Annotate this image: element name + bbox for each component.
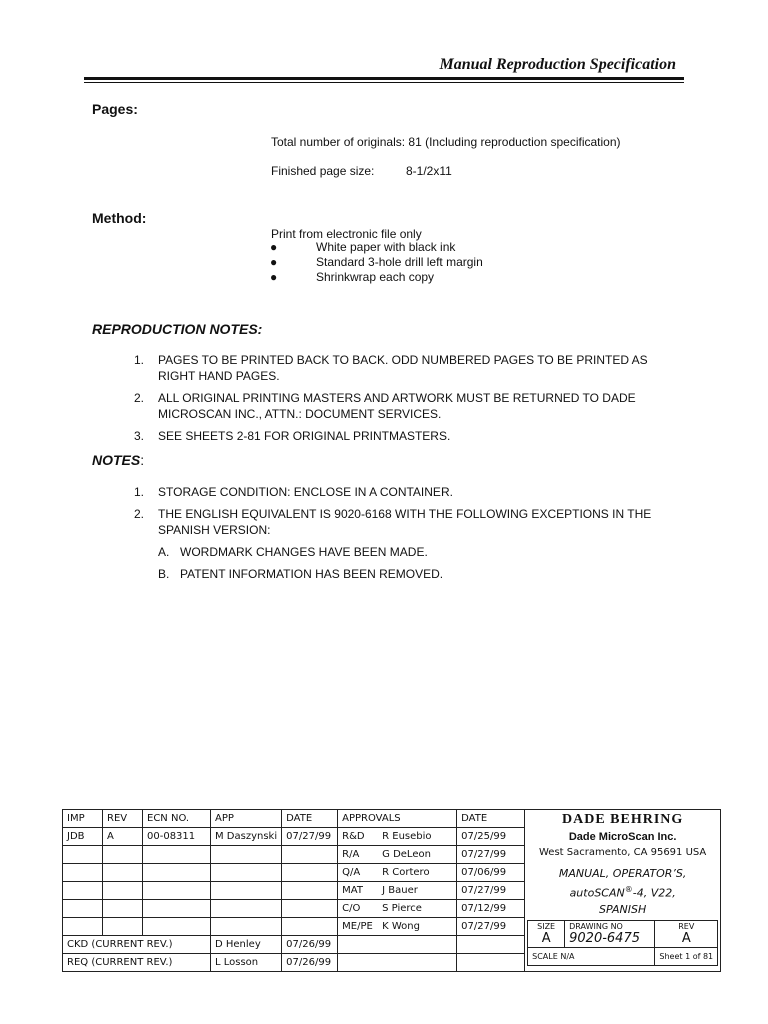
drawing-info-table	[527, 920, 718, 966]
document-title-line: SPANISH	[598, 902, 647, 916]
approval-date: 07/27/99	[457, 918, 525, 936]
note-subitem	[158, 544, 688, 560]
approval-name: R Cortero	[382, 867, 430, 878]
total-originals-line: Total number of originals: 81 (Including reproduction specification)	[271, 135, 621, 149]
size-value: A	[541, 930, 551, 946]
imp-value: JDB	[63, 828, 103, 846]
size-label: SIZE	[537, 921, 556, 931]
approval-entry	[338, 882, 457, 900]
approval-entry	[338, 828, 457, 846]
approval-name: K Wong	[382, 921, 420, 932]
bullet-dot-icon: ●	[270, 255, 278, 269]
approval-entry	[338, 846, 457, 864]
method-bullet-item	[270, 255, 483, 270]
approval-name: G DeLeon	[382, 849, 431, 860]
item-number: 3.	[134, 429, 145, 443]
ckd-label: CKD (CURRENT REV.)	[63, 936, 211, 954]
note-item	[134, 484, 694, 500]
reproduction-note-item	[134, 352, 694, 384]
product-version: -4, V22,	[632, 886, 676, 900]
company-address: West Sacramento, CA 95691 USA	[538, 847, 707, 858]
size-cell	[528, 920, 565, 947]
app-value: M Daszynski	[211, 828, 282, 846]
item-number: 1.	[134, 485, 145, 499]
header-rule-thick	[84, 77, 684, 80]
ckd-name: D Henley	[211, 936, 282, 954]
approval-date: 07/25/99	[457, 828, 525, 846]
drawing-number-cell	[565, 920, 655, 947]
approval-name: R Eusebio	[382, 831, 432, 842]
req-label: REQ (CURRENT REV.)	[63, 954, 211, 972]
approval-role: C/O	[342, 903, 361, 914]
item-number: 1.	[134, 353, 145, 367]
app-header: APP	[211, 810, 282, 828]
approval-name: S Pierce	[382, 903, 422, 914]
rev-label: REV	[678, 921, 695, 931]
approval-role: R/A	[342, 849, 360, 860]
bullet-dot-icon: ●	[270, 240, 278, 254]
approval-date: 07/12/99	[457, 900, 525, 918]
approval-date: 07/06/99	[457, 864, 525, 882]
rev-header: REV	[103, 810, 143, 828]
company-name: Dade MicroScan Inc.	[568, 831, 677, 843]
header-rule-thin	[84, 82, 684, 83]
date-value: 07/27/99	[282, 828, 338, 846]
item-text: THE ENGLISH EQUIVALENT IS 9020-6168 WITH THE FOLLOWING EXCEPTIONS IN THE SPANISH VERSION:	[158, 507, 652, 537]
reproduction-notes-heading: REPRODUCTION NOTES:	[92, 321, 263, 337]
approval-date: 07/27/99	[457, 882, 525, 900]
approval-date: 07/27/99	[457, 846, 525, 864]
rev-value: A	[681, 930, 691, 946]
rev-value: A	[103, 828, 143, 846]
approval-date-header: DATE	[457, 810, 525, 828]
approval-role: R&D	[342, 831, 365, 842]
bullet-text: Shrinkwrap each copy	[316, 270, 435, 284]
bullet-text: White paper with black ink	[316, 240, 456, 254]
subitem-letter: A.	[158, 545, 170, 559]
page-size-value: 8-1/2x11	[406, 164, 452, 178]
method-bullet-item	[270, 270, 434, 285]
product-name: autoSCAN	[569, 886, 625, 900]
subitem-text: PATENT INFORMATION HAS BEEN REMOVED.	[180, 567, 444, 581]
ecn-header: ECN NO.	[143, 810, 211, 828]
reproduction-note-item	[134, 428, 694, 444]
notes-heading-text: NOTES	[92, 452, 141, 468]
approval-entry	[338, 864, 457, 882]
reproduction-note-item	[134, 390, 694, 422]
company-title-cell	[525, 810, 721, 972]
req-name: L Losson	[211, 954, 282, 972]
item-text: ALL ORIGINAL PRINTING MASTERS AND ARTWORK MUST BE RETURNED TO DADE MICROSCAN INC., ATTN.: DOCUMENT SERVICES.	[158, 391, 636, 421]
req-date: 07/26/99	[282, 954, 338, 972]
ecn-value: 00-08311	[143, 828, 211, 846]
ckd-date: 07/26/99	[282, 936, 338, 954]
title-block-header-row	[63, 810, 721, 828]
item-text: SEE SHEETS 2-81 FOR ORIGINAL PRINTMASTERS.	[158, 429, 451, 443]
page-size-label: Finished page size:	[271, 164, 375, 178]
pages-heading: Pages:	[92, 101, 138, 117]
scale-cell: SCALE N/A	[528, 947, 655, 965]
notes-heading-colon: :	[140, 452, 145, 468]
note-item	[134, 506, 694, 538]
method-intro: Print from electronic file only	[271, 227, 422, 241]
approval-role: Q/A	[342, 867, 361, 878]
method-heading: Method:	[92, 210, 147, 226]
rev-cell	[655, 920, 718, 947]
approval-role: MAT	[342, 885, 363, 896]
item-text: STORAGE CONDITION: ENCLOSE IN A CONTAINER.	[158, 485, 453, 499]
item-text: PAGES TO BE PRINTED BACK TO BACK. ODD NUMBERED PAGES TO BE PRINTED AS RIGHT HAND PAGES.	[158, 353, 648, 383]
approval-name: J Bauer	[382, 885, 418, 896]
registered-mark: ®	[624, 885, 633, 894]
approval-entry	[338, 918, 457, 936]
approval-entry	[338, 900, 457, 918]
document-header-title: Manual Reproduction Specification	[439, 56, 676, 73]
sheet-cell: Sheet 1 of 81	[655, 947, 718, 965]
imp-header: IMP	[63, 810, 103, 828]
document-title	[527, 866, 718, 918]
title-block-table	[62, 809, 721, 972]
subitem-text: WORDMARK CHANGES HAVE BEEN MADE.	[180, 545, 428, 559]
drawing-number-label: DRAWING NO	[569, 921, 623, 931]
note-subitem	[158, 566, 688, 582]
bullet-dot-icon: ●	[270, 270, 278, 284]
notes-heading	[92, 452, 144, 468]
bullet-text: Standard 3-hole drill left margin	[316, 255, 483, 269]
approval-role: ME/PE	[342, 921, 373, 932]
document-title-line	[527, 882, 718, 902]
drawing-number-value: 9020-6475	[569, 930, 640, 946]
item-number: 2.	[134, 507, 145, 521]
approvals-header: APPROVALS	[338, 810, 457, 828]
date-header: DATE	[282, 810, 338, 828]
item-number: 2.	[134, 391, 145, 405]
document-title-line: MANUAL, OPERATOR’S,	[558, 867, 687, 880]
company-logo-wordmark: DADE BEHRING	[561, 812, 684, 827]
subitem-letter: B.	[158, 567, 170, 581]
method-bullet-item	[270, 240, 455, 255]
